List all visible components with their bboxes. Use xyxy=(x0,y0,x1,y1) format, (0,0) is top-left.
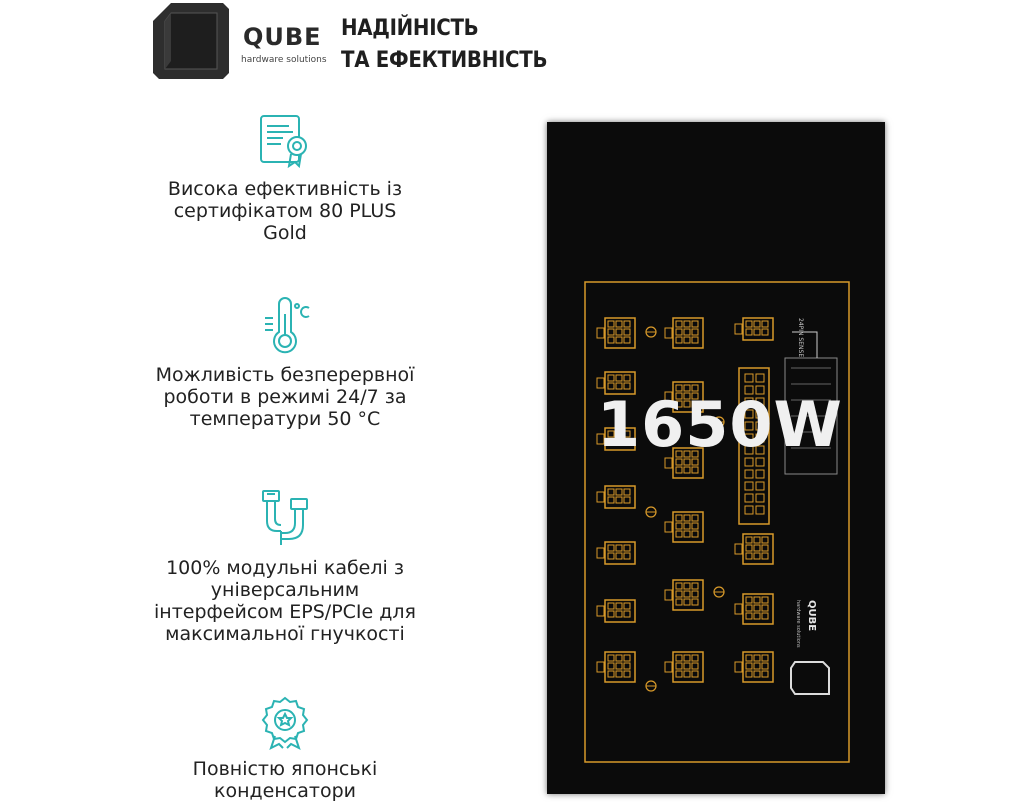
connector-col1-2-pin xyxy=(624,375,630,381)
connector-col3-top-pin xyxy=(746,329,752,335)
feature-temperature-line-2: роботи в режимі 24/7 за xyxy=(163,386,407,408)
connector-col1-2-pin xyxy=(616,375,622,381)
connector-col3-3-pin xyxy=(754,605,760,611)
connector-col1-2-latch xyxy=(597,378,604,388)
brand-name: QUBE xyxy=(243,23,322,51)
connector-col2-5-pin xyxy=(684,583,690,589)
connector-col3-4-pin xyxy=(762,655,768,661)
connector-col1-4-latch xyxy=(597,492,604,502)
connector-col2-5-latch xyxy=(665,590,672,600)
connector-col3-3-pin xyxy=(762,597,768,603)
connector-col2-6-pin xyxy=(692,663,698,669)
connector-col2-4-latch xyxy=(665,522,672,532)
connector-col1-5-latch xyxy=(597,548,604,558)
connector-col3-top-pin xyxy=(762,321,768,327)
brand-header xyxy=(151,1,571,83)
connector-col3-2-pin xyxy=(754,545,760,551)
connector-col1-1-pin xyxy=(608,329,614,335)
feature-capacitors-line-2: конденсатори xyxy=(214,780,356,802)
connector-col3-3-pin xyxy=(746,605,752,611)
connector-col2-6-pin xyxy=(692,671,698,677)
wattage-label: 1650W xyxy=(597,388,843,461)
connector-24pin-pin xyxy=(756,506,764,514)
psu-image xyxy=(547,122,885,794)
connector-col1-5-pin xyxy=(608,545,614,551)
connector-col2-6-pin xyxy=(676,655,682,661)
connector-col3-2-pin xyxy=(754,537,760,543)
connector-col2-4-pin xyxy=(676,531,682,537)
connector-col1-6-pin xyxy=(624,603,630,609)
connector-col1-5-pin xyxy=(616,545,622,551)
connector-col3-2-pin xyxy=(762,553,768,559)
connector-col1-6-pin xyxy=(616,603,622,609)
connector-col2-4-pin xyxy=(684,515,690,521)
connector-col3-2-pin xyxy=(746,553,752,559)
connector-col2-3-pin xyxy=(676,467,682,473)
connector-col1-7-pin xyxy=(624,655,630,661)
tagline xyxy=(341,13,547,77)
connector-col3-4-pin xyxy=(754,671,760,677)
certificate-icon xyxy=(255,110,315,170)
feature-temperature-line-1: Можливість безперервної xyxy=(155,364,415,386)
feature-efficiency-line-1: Висока ефективність із xyxy=(167,178,403,200)
connector-col3-top-latch xyxy=(735,324,742,334)
connector-col1-7-pin xyxy=(608,671,614,677)
connector-col3-3-latch xyxy=(735,604,742,614)
connector-col2-4-pin xyxy=(684,523,690,529)
psu-logo-name: QUBE xyxy=(806,600,817,632)
connector-col1-2-pin xyxy=(608,375,614,381)
feature-cables-line-3: інтерфейсом EPS/PCIe для xyxy=(154,601,416,623)
connector-col1-4-pin xyxy=(608,497,614,503)
connector-col3-top-pin xyxy=(754,329,760,335)
connector-col1-6-pin xyxy=(608,603,614,609)
connector-col2-6-pin xyxy=(684,671,690,677)
connector-col2-1-pin xyxy=(684,329,690,335)
connector-col3-3-pin xyxy=(746,597,752,603)
connector-col1-1-pin xyxy=(624,321,630,327)
connector-col2-1-pin xyxy=(692,321,698,327)
connector-col2-6-pin xyxy=(676,663,682,669)
connector-col1-4-pin xyxy=(624,497,630,503)
connector-col3-4-latch xyxy=(735,662,742,672)
qube-logo-icon xyxy=(151,1,231,81)
connector-col3-top-pin xyxy=(746,321,752,327)
connector-col1-6-latch xyxy=(597,606,604,616)
connector-col2-4-pin xyxy=(676,515,682,521)
connector-col2-4-pin xyxy=(692,515,698,521)
connector-col1-4-pin xyxy=(616,489,622,495)
connector-col2-5-pin xyxy=(684,599,690,605)
connector-col1-5-pin xyxy=(616,553,622,559)
connector-col3-2-pin xyxy=(746,545,752,551)
connector-col1-4-pin xyxy=(624,489,630,495)
connector-col3-2-pin xyxy=(762,537,768,543)
connector-col1-7-latch xyxy=(597,662,604,672)
tagline-line-2: ТА ЕФЕКТИВНІСТЬ xyxy=(341,48,548,73)
feature-list xyxy=(120,100,450,800)
connector-col2-5-pin xyxy=(676,599,682,605)
connector-col2-6-latch xyxy=(665,662,672,672)
connector-col2-1-pin xyxy=(684,321,690,327)
connector-col3-2-latch xyxy=(735,544,742,554)
feature-efficiency xyxy=(120,110,450,244)
connector-col3-4-pin xyxy=(754,663,760,669)
connector-col1-5-pin xyxy=(624,545,630,551)
connector-col1-5-pin xyxy=(608,553,614,559)
psu-logo-sub: hardware solutions xyxy=(795,600,801,648)
connector-col3-4-pin xyxy=(746,671,752,677)
connector-col1-7-pin xyxy=(616,663,622,669)
connector-col1-7-pin xyxy=(624,663,630,669)
connector-col2-6-pin xyxy=(684,655,690,661)
feature-efficiency-line-2: сертифікатом 80 PLUS xyxy=(173,200,397,222)
connector-col2-6-pin xyxy=(676,671,682,677)
connector-col3-4-pin xyxy=(746,663,752,669)
connector-24pin-pin xyxy=(745,470,753,478)
connector-col2-5-pin xyxy=(676,591,682,597)
connector-col3-4-pin xyxy=(762,671,768,677)
connector-col1-6-pin xyxy=(624,611,630,617)
connector-col3-3-pin xyxy=(762,613,768,619)
connector-24pin-pin xyxy=(756,470,764,478)
tagline-line-1: НАДІЙНІСТЬ xyxy=(341,16,479,41)
connector-24pin-pin xyxy=(745,482,753,490)
connector-col3-3-pin xyxy=(746,613,752,619)
connector-col2-1-pin xyxy=(676,329,682,335)
connector-col1-7-pin xyxy=(608,655,614,661)
brand-subtitle: hardware solutions xyxy=(241,55,327,65)
connector-col3-top-pin xyxy=(754,321,760,327)
connector-col1-1-pin xyxy=(608,321,614,327)
connector-col2-1-pin xyxy=(676,321,682,327)
feature-efficiency-line-3: Gold xyxy=(263,222,307,244)
connector-col1-1-pin xyxy=(616,321,622,327)
feature-modular-cables xyxy=(120,487,450,645)
connector-col2-1-pin xyxy=(676,337,682,343)
feature-capacitors xyxy=(120,694,450,802)
sense-label: 24PIN SENSE xyxy=(797,318,804,358)
connector-col2-6-pin xyxy=(684,663,690,669)
connector-col1-7-pin xyxy=(624,671,630,677)
feature-capacitors-line-1: Повністю японські xyxy=(192,758,378,780)
feature-cables-line-4: максимальної гнучкості xyxy=(165,623,405,645)
connector-col3-4-pin xyxy=(746,655,752,661)
connector-col1-5-pin xyxy=(624,553,630,559)
connector-col3-3-pin xyxy=(754,613,760,619)
connector-col1-6-pin xyxy=(608,611,614,617)
connector-col1-1-pin xyxy=(624,329,630,335)
connector-col2-4-pin xyxy=(692,523,698,529)
feature-cables-line-1: 100% модульні кабелі з xyxy=(166,557,404,579)
connector-col2-5-pin xyxy=(692,591,698,597)
connector-col2-5-pin xyxy=(676,583,682,589)
thermometer-icon xyxy=(255,296,315,356)
connector-col1-6-pin xyxy=(616,611,622,617)
connector-col1-7-pin xyxy=(616,655,622,661)
connector-col1-7-pin xyxy=(616,671,622,677)
cable-icon xyxy=(255,487,315,549)
connector-col2-1-latch xyxy=(665,328,672,338)
connector-col2-4-pin xyxy=(684,531,690,537)
connector-24pin-pin xyxy=(745,374,753,382)
connector-col2-5-pin xyxy=(684,591,690,597)
connector-col1-1-pin xyxy=(616,337,622,343)
connector-col2-4-pin xyxy=(676,523,682,529)
feature-temperature xyxy=(120,296,450,430)
connector-col3-top-pin xyxy=(762,329,768,335)
connector-col3-4-pin xyxy=(762,663,768,669)
feature-cables-line-2: універсальним xyxy=(210,579,360,601)
connector-24pin-pin xyxy=(756,482,764,490)
connector-col1-1-pin xyxy=(624,337,630,343)
connector-24pin-pin xyxy=(756,374,764,382)
connector-24pin-pin xyxy=(756,494,764,502)
connector-col2-5-pin xyxy=(692,583,698,589)
connector-col1-7-pin xyxy=(608,663,614,669)
connector-col1-4-pin xyxy=(616,497,622,503)
connector-col2-4-pin xyxy=(692,531,698,537)
psu-logo-icon xyxy=(791,662,829,694)
connector-col1-1-pin xyxy=(608,337,614,343)
connector-col3-3-pin xyxy=(754,597,760,603)
badge-icon xyxy=(255,694,315,750)
connector-col1-1-pin xyxy=(616,329,622,335)
connector-col2-1-pin xyxy=(684,337,690,343)
connector-col2-3-pin xyxy=(692,467,698,473)
connector-col3-2-pin xyxy=(754,553,760,559)
connector-col3-4-pin xyxy=(754,655,760,661)
feature-temperature-line-3: температури 50 °C xyxy=(189,408,381,430)
connector-24pin-pin xyxy=(745,506,753,514)
connector-panel-outline xyxy=(585,282,849,762)
connector-col3-2-pin xyxy=(762,545,768,551)
connector-col2-6-pin xyxy=(692,655,698,661)
connector-col3-3-pin xyxy=(762,605,768,611)
connector-col3-2-pin xyxy=(746,537,752,543)
connector-24pin-pin xyxy=(745,494,753,502)
connector-col1-4-pin xyxy=(608,489,614,495)
connector-col2-5-pin xyxy=(692,599,698,605)
connector-col1-1-latch xyxy=(597,328,604,338)
connector-col2-1-pin xyxy=(692,337,698,343)
connector-col2-3-pin xyxy=(684,467,690,473)
connector-col2-1-pin xyxy=(692,329,698,335)
